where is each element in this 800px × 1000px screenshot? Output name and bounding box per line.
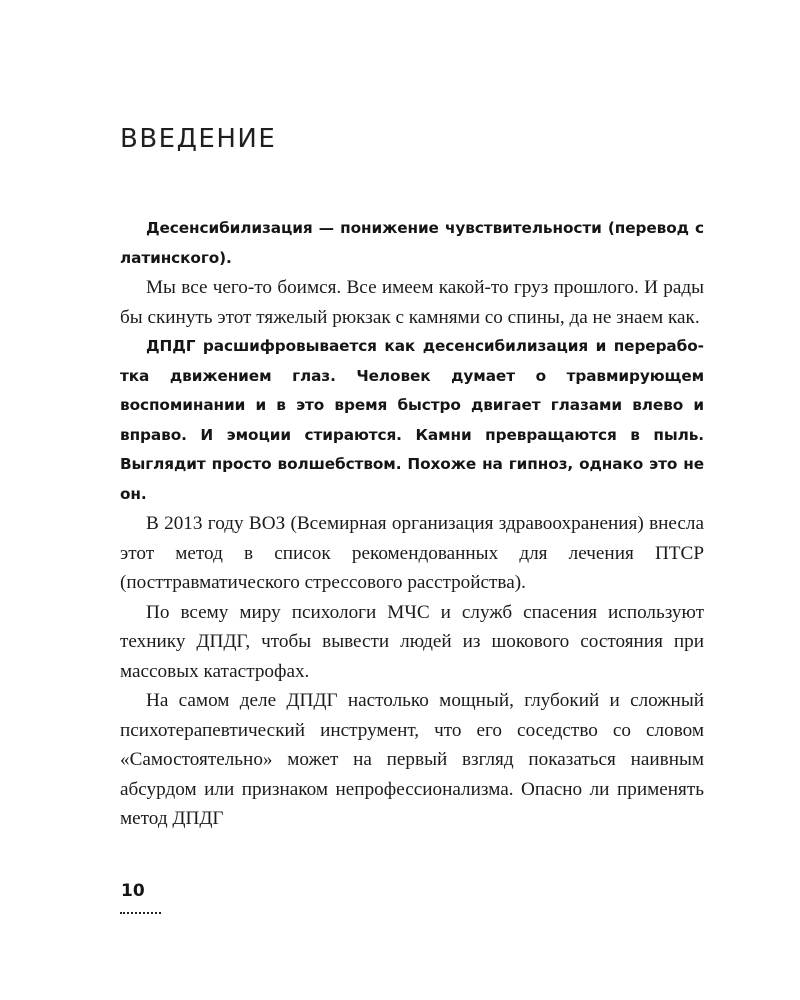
emdr-explanation-paragraph: ДПДГ расшифровывается как десенсибилизация и переработка движением глаз. Человек думает о травмирующем воспоминании и в это время быстро двигает глазами влево и вправо. И эмоции стираются. Камни превращаются в пыль. Выглядит просто волшебством. Похоже на гипноз, однако это не он. bbox=[120, 337, 704, 503]
body-paragraph: На самом деле ДПДГ настолько мощный, глубокий и сложный психотерапевтический инструмент, что его соседство со словом «Самостоятельно» может на первый взгляд показаться наивным абсурдом или признаком непрофессионализма. Опасно ли применять метод ДПДГ bbox=[120, 690, 704, 829]
body-paragraph: В 2013 году ВОЗ (Всемирная организация здравоохранения) внесла этот метод в список рекомендованных для лечения ПТСР (посттравматического стрессового расстройства). bbox=[120, 513, 704, 593]
page-number-dotted-rule bbox=[120, 912, 161, 914]
chapter-heading: ВВЕДЕНИЕ bbox=[120, 124, 277, 154]
body-paragraph: По всему миру психологи МЧС и служб спасения используют технику ДПДГ, чтобы вывести людей из шокового состояния при массовых катастрофах. bbox=[120, 601, 704, 682]
body-paragraph: Мы все чего-то боимся. Все имеем какой-то груз прошлого. И рады бы скинуть этот тяжелый рюкзак с камнями со спины, да не знаем как. bbox=[120, 277, 704, 328]
definition-paragraph: Десенсибилизация — понижение чувствительности (перевод с латинского). bbox=[120, 219, 704, 267]
body-text bbox=[120, 214, 704, 834]
page-number: 10 bbox=[121, 881, 145, 901]
